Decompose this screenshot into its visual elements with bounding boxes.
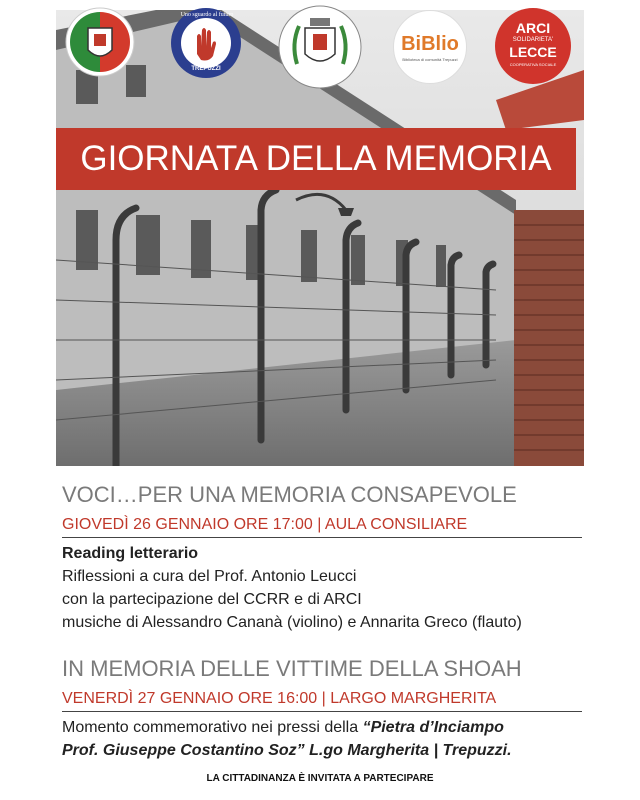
logo-text-top: Uno sguardo al futuro bbox=[180, 12, 234, 18]
event2-line-1 bbox=[62, 716, 582, 739]
event1-type: Reading letterario bbox=[62, 545, 199, 562]
logo-comune-left bbox=[64, 6, 136, 83]
crest-icon bbox=[277, 4, 363, 90]
biblio-subtitle: Biblioteca di comunità Trepuzzi bbox=[402, 57, 458, 62]
logo-biblio bbox=[393, 10, 467, 84]
arci-text: ARCI bbox=[515, 20, 551, 36]
logo-uno-sguardo bbox=[169, 6, 243, 85]
event1-date-location: GIOVEDÌ 26 GENNAIO ORE 17:00 | AULA CONSILIARE bbox=[62, 516, 582, 538]
logo-comune-center bbox=[277, 4, 363, 95]
arci-solidarieta: SOLIDARIETA' bbox=[512, 37, 554, 43]
logo-arci-lecce bbox=[495, 8, 571, 84]
arci-coop: COOPERATIVA SOCIALE bbox=[509, 62, 557, 67]
page-title: GIORNATA DELLA MEMORIA bbox=[56, 128, 576, 190]
event1-heading: VOCI…PER UNA MEMORIA CONSAPEVOLE bbox=[62, 482, 517, 507]
arci-lecce-text: LECCE bbox=[509, 44, 557, 60]
event2-line-1-text: Momento commemorativo nei pressi della bbox=[62, 719, 363, 736]
logo-text-bottom: TREPUZZI bbox=[191, 66, 221, 72]
event2-line-1-italic: “Pietra d’Inciampo bbox=[362, 719, 504, 736]
footer-invitation: LA CITTADINANZA È INVITATA A PARTECIPARE bbox=[206, 773, 434, 784]
biblio-wordmark: BiBlio bbox=[401, 33, 459, 55]
crest-icon bbox=[64, 6, 136, 78]
event1-line-2: con la partecipazione del CCRR e di ARCI bbox=[62, 591, 362, 608]
event2-heading: IN MEMORIA DELLE VITTIME DELLA SHOAH bbox=[62, 656, 522, 681]
event2-date-location: VENERDÌ 27 GENNAIO ORE 16:00 | LARGO MARGHERITA bbox=[62, 690, 582, 712]
event1-line-1: Riflessioni a cura del Prof. Antonio Leucci bbox=[62, 568, 357, 585]
event2-line-2: Prof. Giuseppe Costantino Soz” L.go Margherita | Trepuzzi. bbox=[62, 742, 512, 759]
event1-line-3: musiche di Alessandro Cananà (violino) e Annarita Greco (flauto) bbox=[62, 614, 522, 631]
